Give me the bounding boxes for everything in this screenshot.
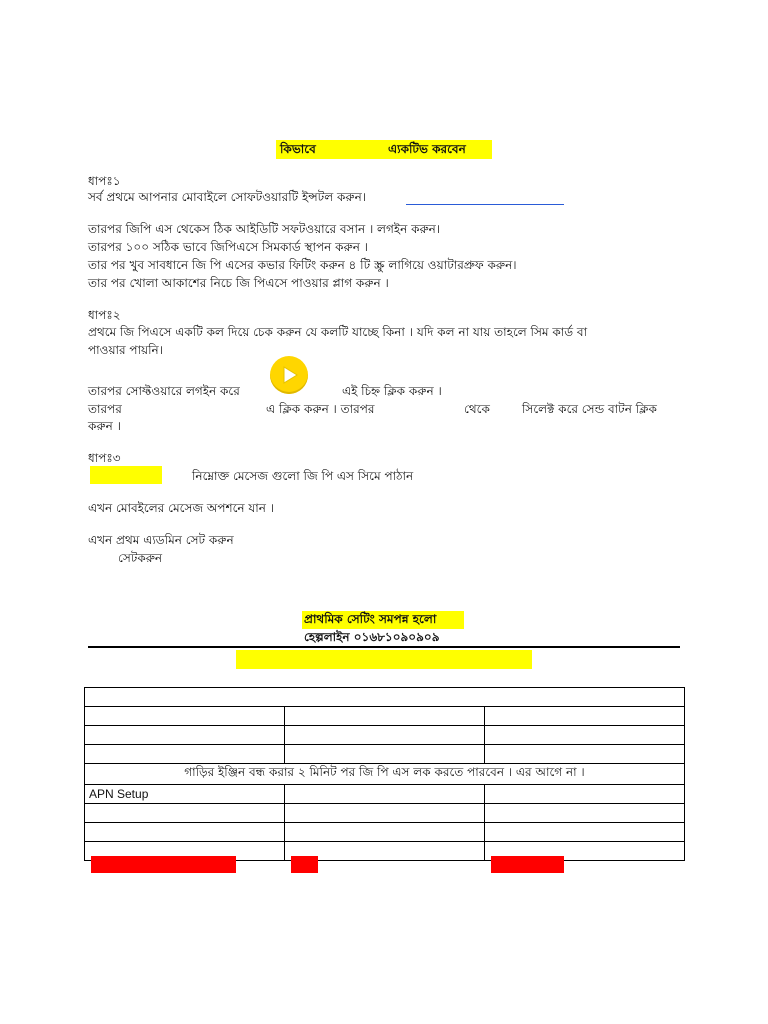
step2-line4d: সিলেক্ট করে সেন্ড বাটন ক্লিক (522, 402, 657, 416)
table-cell (485, 707, 685, 726)
divider (88, 646, 680, 648)
title-part-2: এ্যকটিভ করবেন (388, 142, 466, 156)
step3-heading: ধাপঃ৩ (88, 451, 121, 465)
table-row (85, 823, 685, 842)
step1-line5: তার পর খোলা আকাশের নিচে জি পিএসে পাওয়ার প্লাগ করুন । (88, 276, 389, 290)
table-row (85, 804, 685, 823)
redaction-bar (91, 856, 236, 873)
step1-heading: ধাপঃ১ (88, 174, 121, 188)
table-cell (285, 707, 485, 726)
step2-line4b: এ ক্লিক করুন । তারপর (266, 402, 375, 416)
step2-line4a: তারপর (88, 402, 122, 416)
table-cell (485, 726, 685, 745)
step3-line2: এখন মোবইলের মেসেজ অপশনে যান । (88, 501, 275, 515)
table-cell (485, 823, 685, 842)
table-row (85, 688, 685, 707)
download-link[interactable] (406, 204, 564, 205)
step3-line1: নিম্নোক্ত মেসেজ গুলো জি পি এস সিমে পাঠান (192, 469, 414, 483)
step1-line1: সর্ব প্রথমে আপনার মোবাইলে সোফটওয়ারটি ইন্সটল করুন। (88, 190, 367, 204)
step1-line3: তারপর ১০০ সঠিক ভাবে জিপিএসে সিমকার্ড স্থাপন করুন । (88, 240, 368, 254)
table-row (85, 764, 685, 785)
table-cell (85, 707, 285, 726)
table-cell (85, 688, 685, 707)
redaction-bar (291, 856, 318, 873)
table-cell (285, 823, 485, 842)
table-cell (285, 726, 485, 745)
step2-line5: করুন । (88, 419, 121, 433)
table-row (85, 745, 685, 764)
apn-setup-cell: APN Setup (85, 785, 285, 804)
step2-line2: পাওয়ার পায়নি। (88, 343, 164, 357)
table-row (85, 707, 685, 726)
footer-highlight (236, 650, 532, 669)
redaction-bar (491, 856, 564, 873)
setup-complete-text: প্রাথমিক সেটিং সমপন্ন হলো (304, 612, 437, 626)
step1-line2: তারপর জিপি এস থেকেস ঠিক আইডিটি সফটওয়ারে বসান । লগইন করুন। (88, 222, 441, 236)
step3-highlight (90, 466, 162, 484)
table-cell (85, 745, 285, 764)
step3-line3: এখন প্রথম এ্যডমিন সেট করুন (88, 533, 234, 547)
table-cell (85, 804, 285, 823)
table-row (85, 785, 685, 804)
table-cell (485, 785, 685, 804)
table-cell (485, 804, 685, 823)
table-cell (285, 785, 485, 804)
table-cell (285, 745, 485, 764)
step3-line4: সেটকরুন (118, 551, 163, 565)
table-cell (85, 726, 285, 745)
step2-line4c: থেকে (464, 402, 490, 416)
helpline-text: হেল্পলাইন ০১৬৮১০৯০৯০৯ (304, 630, 440, 644)
step2-heading: ধাপঃ২ (88, 308, 121, 322)
table-cell (85, 823, 285, 842)
step2-line1: প্রথমে জি পিএসে একটি কল দিয়ে চেক করুন যে কলটি যাচ্ছে কিনা । যদি কল না যায় তাহলে সিম কার্ড বা (88, 325, 588, 339)
engine-note-cell: গাড়ির ইঞ্জিন বন্ধ করার ২ মিনিট পর জি পি এস লক করতে পারবেন । এর আগে না । (85, 764, 685, 785)
title-part-1: কিভাবে (280, 142, 316, 156)
settings-table (84, 687, 685, 861)
table-cell (485, 745, 685, 764)
step2-line3a: তারপর সোফ্টওয়ারে লগইন করে (88, 384, 240, 398)
step1-line4: তার পর খুব সাবধানে জি পি এসের কভার ফিটিং করুন ৪ টি স্ক্রু লাগিয়ে ওয়াটারপ্রুফ করুন। (88, 258, 517, 272)
table-row (85, 726, 685, 745)
table-cell (285, 804, 485, 823)
step2-line3b: এই চিহ্ন ক্লিক করুন । (342, 384, 442, 398)
play-arrow-icon (270, 356, 308, 394)
